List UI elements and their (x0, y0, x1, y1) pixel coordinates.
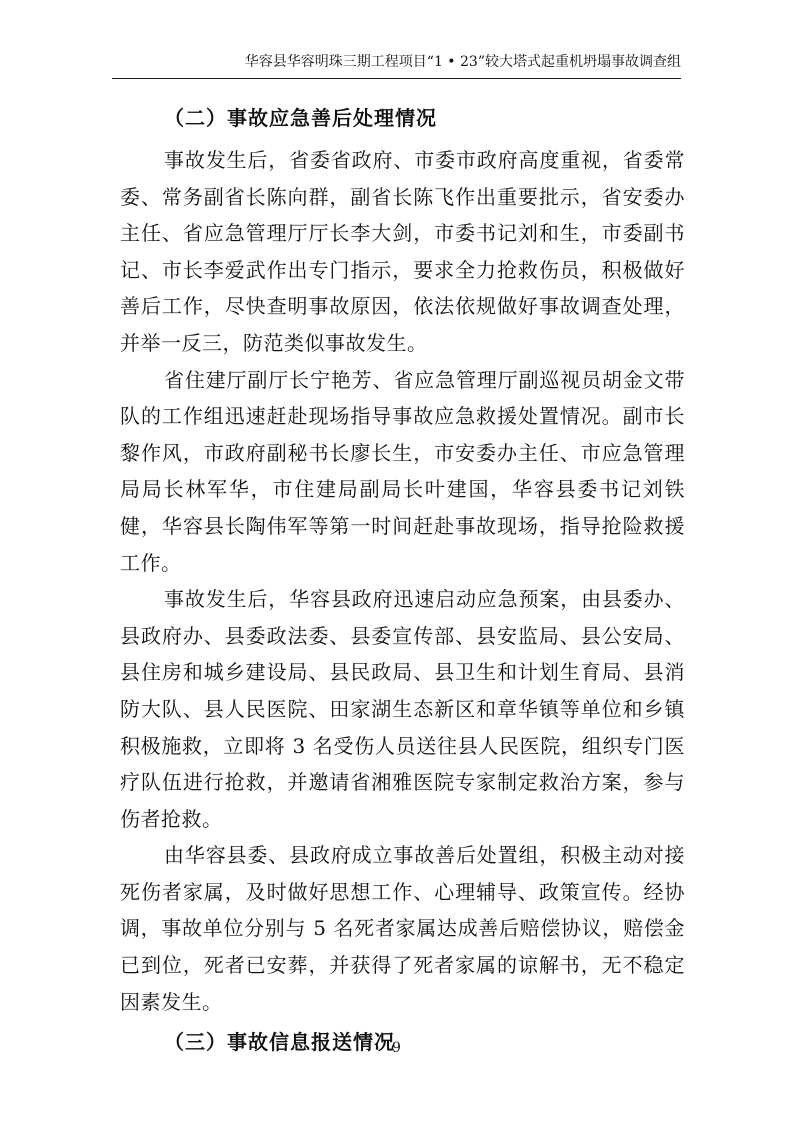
running-header (112, 52, 681, 79)
header-title: 华容县华容明珠三期工程项目“1 • 23”较大塔式起重机坍塌事故调查组 (244, 54, 681, 70)
page-number: 9 (392, 1040, 401, 1056)
section-heading-reporting: （三）事故信息报送情况 (164, 1030, 395, 1055)
document-body (120, 103, 685, 1066)
paragraph-leadership-response: 事故发生后，省委省政府、市委市政府高度重视，省委常委、常务副省长陈向群，副省长陈飞作出重要批示，省安委办主任、省应急管理厅厅长李大剑，市委书记刘和生，市委副书记、市长李爱武作出专门指示，要求全力抢救伤员，积极做好善后工作，尽快查明事故原因，依法依规做好事故调查处理，并举一反三，防范类似事故发生。 (120, 148, 685, 355)
paragraph-county-rescue: 事故发生后，华容县政府迅速启动应急预案，由县委办、县政府办、县委政法委、县委宣传部、县安监局、县公安局、县住房和城乡建设局、县民政局、县卫生和计划生育局、县消防大队、县人民医院、田家湖生态新区和章华镇等单位和乡镇积极施救，立即将 3 名受伤人员送往县人民医院，组织专门医疗队伍进行抢救，并邀请省湘雅医院专家制定救治方案，参与伤者抢救。 (120, 587, 685, 831)
paragraph-aftermath: 由华容县委、县政府成立事故善后处置组，积极主动对接死伤者家属，及时做好思想工作、心理辅导、政策宣传。经协调，事故单位分别与 5 名死者家属达成善后赔偿协议，赔偿金已到位，死者已安葬，并获得了死者家属的谅解书，无不稳定因素发生。 (120, 843, 685, 1014)
section-heading-emergency: （二）事故应急善后处理情况 (164, 106, 437, 130)
paragraph-work-team: 省住建厅副厅长宁艳芳、省应急管理厅副巡视员胡金文带队的工作组迅速赶赴现场指导事故应急救援处置情况。副市长黎作风，市政府副秘书长廖长生，市安委办主任、市应急管理局局长林军华，市住建局副局长叶建国，华容县委书记刘铁健，华容县长陶伟军等第一时间赶赴事故现场，指导抢险救援工作。 (120, 367, 685, 575)
